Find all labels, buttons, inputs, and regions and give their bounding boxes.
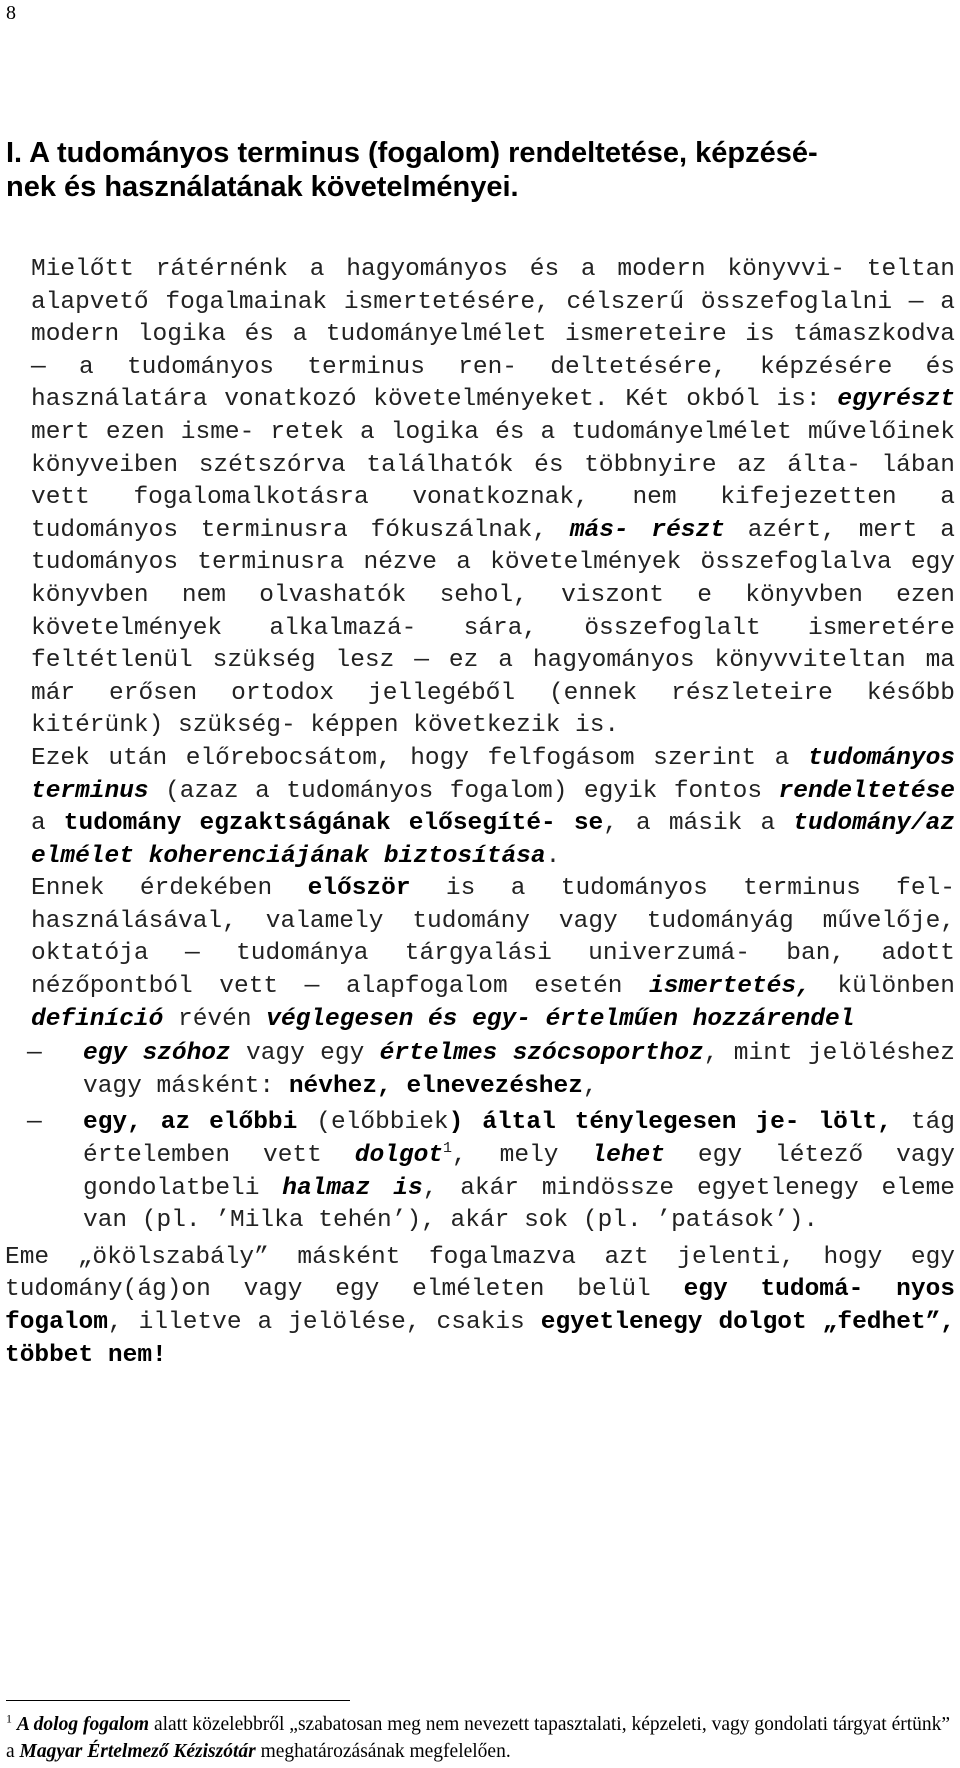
definition-list bbox=[5, 1038, 955, 1238]
text: Ennek érdekében bbox=[31, 875, 308, 903]
text: Ezek után előrebocsátom, hogy felfogásom szerint a bbox=[31, 744, 808, 772]
text: meghatározásának megfelelően. bbox=[255, 1741, 511, 1762]
paragraph-1 bbox=[5, 254, 955, 743]
emphasis: véglegesen és egy- értelműen hozzárendel bbox=[266, 1005, 855, 1033]
heading-line-2: nek és használatának követelményei. bbox=[6, 171, 519, 203]
emphasis: rendeltetése bbox=[778, 777, 955, 805]
text: , mely bbox=[452, 1142, 592, 1170]
text: különben bbox=[810, 973, 955, 1001]
text: révén bbox=[163, 1005, 267, 1033]
emphasis: definíció bbox=[31, 1005, 164, 1033]
emphasis: A dolog fogalom bbox=[16, 1714, 150, 1735]
emphasis: t bbox=[710, 516, 725, 544]
list-item bbox=[5, 1038, 955, 1103]
text: tág értelemben vett bbox=[83, 1109, 956, 1170]
dash-bullet: — bbox=[27, 1109, 42, 1137]
paragraph-3 bbox=[5, 873, 955, 1036]
emphasis: egyetlenegy dolgot „fedhet”, többet nem! bbox=[5, 1309, 955, 1369]
text: alatt közelebbről „szabatosan meg nem nevezett tapasztalati, képzeleti, vagy gondolati tárgyat értünk” a bbox=[6, 1714, 951, 1762]
footnote-separator bbox=[6, 1700, 350, 1701]
emphasis: egy tudomá- nyos fogalom bbox=[5, 1276, 955, 1336]
paragraph-2 bbox=[5, 743, 955, 873]
emphasis: először bbox=[307, 875, 411, 903]
emphasis: egy szóhoz bbox=[83, 1040, 231, 1068]
text: . bbox=[545, 842, 561, 870]
emphasis: értelmes szócsoporthoz bbox=[379, 1040, 704, 1068]
emphasis: dolgot bbox=[354, 1142, 443, 1170]
emphasis: egy, az előbbi bbox=[83, 1109, 298, 1137]
text: Eme „ökölszabály” másként fogalmazva azt jelenti, hogy egy tudomány(ág)on vagy egy elméleten belül bbox=[5, 1243, 955, 1304]
text: mert ezen isme- retek a logika és a tudományelmélet művelőinek könyveiben szétszórva találhatók és többnyire az álta- lában vett fogalomalkotásra vonatkoznak, nem kifejezetten a tudományos terminusra fókuszálnak, bbox=[31, 418, 955, 544]
body-text bbox=[5, 254, 955, 1372]
chapter-heading bbox=[6, 136, 956, 204]
text: azért, mert a tudományos terminusra nézve a követelmények összefoglalva egy könyvben nem olvashatók sehol, viszont e könyvben ezen követelmények alkalmazá- sára, összefoglalt ismeretére feltétlenül szükség lesz — ez a hagyományos könyvviteltan ma már erősen ortodox jellegéből (ennek részleteire később kitérünk) szükség- képpen következik is. bbox=[31, 516, 955, 740]
emphasis: más- rész bbox=[569, 516, 711, 544]
text: a bbox=[31, 810, 64, 838]
page-number: 8 bbox=[6, 2, 16, 24]
footnote-ref[interactable]: 1 bbox=[442, 1139, 452, 1157]
text: , mint jelöléshez vagy másként: bbox=[83, 1040, 955, 1100]
emphasis: tudományos terminus bbox=[31, 744, 955, 805]
text: (azaz a tudományos fogalom) egyik fontos bbox=[148, 777, 779, 805]
text: egy létező vagy gondolatbeli bbox=[83, 1142, 955, 1202]
text: is a tudományos terminus fel- használásával, valamely tudomány vagy tudományág művelője, oktatója — tudománya tárgyalási univerzumá- ban, adott nézőpontból vett — alapfogalom esetén bbox=[31, 875, 955, 1001]
list-item bbox=[5, 1107, 955, 1237]
dash-bullet: — bbox=[27, 1040, 42, 1068]
emphasis: ) által ténylegesen je- lölt, bbox=[448, 1109, 892, 1137]
text: , akár mindössze egyetlenegy eleme van (pl. ’Milka tehén’), akár sok (pl. ’patások’). bbox=[83, 1174, 955, 1235]
emphasis: halmaz is bbox=[282, 1174, 423, 1202]
text: , a másik a bbox=[603, 810, 794, 838]
emphasis: tudomány egzaktságának elősegíté- se bbox=[63, 810, 604, 838]
emphasis: Magyar Értelmező Kéziszótár bbox=[19, 1741, 256, 1762]
emphasis: egyrészt bbox=[837, 386, 955, 414]
text: (előbbiek bbox=[297, 1109, 449, 1137]
heading-line-1: I. A tudományos terminus (fogalom) rendeltetése, képzésé- bbox=[6, 137, 818, 169]
emphasis: ismertetés, bbox=[649, 973, 811, 1001]
text: Mielőtt rátérnénk a hagyományos és a modern könyvvi- teltan alapvető fogalmainak ismertetésére, célszerű összefoglalni — a modern logika és a tudományelmélet ismereteire is támaszkodva — a tudományos terminus ren- deltetésére, képzésére és használatára vonatkozó követelményeket. Két okból is: bbox=[31, 256, 955, 414]
text: , bbox=[582, 1072, 598, 1100]
text: , illetve a jelölése, csakis bbox=[107, 1309, 541, 1336]
emphasis: tudomány/az elmélet koherenciájának biztosítása bbox=[31, 810, 955, 870]
footnote-number: 1 bbox=[6, 1711, 12, 1726]
footnote bbox=[6, 1711, 956, 1765]
text: vagy egy bbox=[230, 1040, 380, 1068]
paragraph-4 bbox=[5, 1242, 955, 1372]
emphasis: névhez, elnevezéshez bbox=[288, 1072, 583, 1100]
emphasis: lehet bbox=[591, 1142, 665, 1170]
